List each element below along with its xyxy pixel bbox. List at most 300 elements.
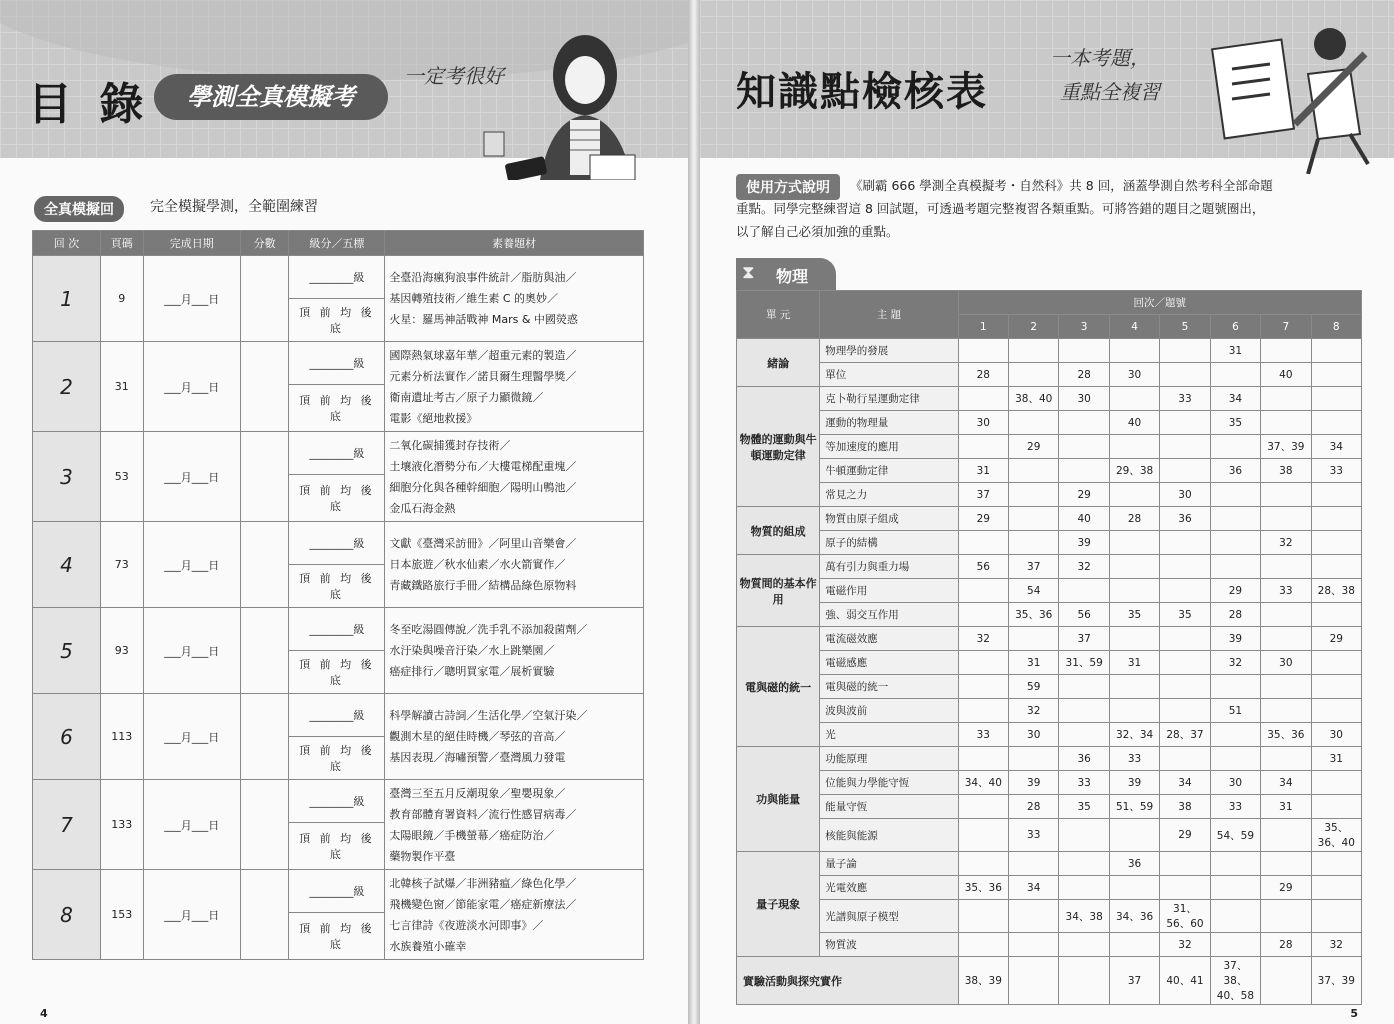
question-number-cell[interactable] (958, 852, 1008, 876)
topic-cell: 電磁感應 (820, 651, 958, 675)
question-number-cell[interactable] (1160, 435, 1210, 459)
question-number-cell[interactable]: 30 (1261, 651, 1311, 675)
question-number-cell[interactable]: 39 (1059, 531, 1109, 555)
question-number-cell[interactable] (1311, 651, 1361, 675)
question-number-cell[interactable] (958, 579, 1008, 603)
question-number-cell[interactable] (1009, 507, 1059, 531)
question-number-cell[interactable] (1210, 900, 1260, 933)
question-number-cell[interactable]: 28 (1109, 507, 1159, 531)
question-number-cell[interactable] (1261, 819, 1311, 852)
score-cell[interactable] (241, 522, 289, 608)
level-cell[interactable]: ________級 (289, 780, 385, 823)
five-standard-cell[interactable]: 頂 前 均 後 底 (289, 737, 385, 780)
question-number-cell[interactable] (1109, 531, 1159, 555)
level-cell[interactable]: ________級 (289, 870, 385, 913)
question-number-cell[interactable] (1210, 363, 1260, 387)
level-cell[interactable]: ________級 (289, 342, 385, 385)
question-number-cell[interactable]: 40 (1261, 363, 1311, 387)
question-number-cell[interactable] (1009, 933, 1059, 957)
kp-row (737, 363, 1362, 387)
question-number-cell[interactable]: 31 (1210, 339, 1260, 363)
level-cell[interactable]: ________級 (289, 522, 385, 565)
question-number-cell[interactable] (1311, 507, 1361, 531)
question-number-cell[interactable] (1109, 699, 1159, 723)
level-cell[interactable]: ________級 (289, 432, 385, 475)
topic-cell: 等加速度的應用 (820, 435, 958, 459)
question-number-cell[interactable] (1160, 627, 1210, 651)
question-number-cell[interactable] (1261, 957, 1311, 1005)
question-number-cell[interactable]: 34、36 (1109, 900, 1159, 933)
question-number-cell[interactable] (1059, 459, 1109, 483)
completion-date[interactable]: ___月___日 (143, 780, 240, 870)
question-number-cell[interactable]: 39 (1009, 771, 1059, 795)
question-number-cell[interactable] (1009, 531, 1059, 555)
completion-date[interactable]: ___月___日 (143, 256, 240, 342)
completion-date[interactable]: ___月___日 (143, 342, 240, 432)
unit-cell: 功與能量 (737, 747, 820, 852)
question-number-cell[interactable] (1059, 852, 1109, 876)
question-number-cell[interactable] (1210, 507, 1260, 531)
kp-row (737, 627, 1362, 651)
col-header: 完成日期 (143, 231, 240, 256)
question-number-cell[interactable]: 38 (1261, 459, 1311, 483)
question-number-cell[interactable] (1109, 675, 1159, 699)
question-number-cell[interactable] (958, 819, 1008, 852)
question-number-cell[interactable] (1109, 483, 1159, 507)
question-number-cell[interactable]: 51、59 (1109, 795, 1159, 819)
question-number-cell[interactable]: 33 (1009, 819, 1059, 852)
question-number-cell[interactable] (1009, 852, 1059, 876)
question-number-cell[interactable]: 37、38、40、58 (1210, 957, 1260, 1005)
question-number-cell[interactable]: 28 (958, 363, 1008, 387)
question-number-cell[interactable]: 37 (1109, 957, 1159, 1005)
question-number-cell[interactable] (1109, 627, 1159, 651)
question-number-cell[interactable]: 28 (1059, 363, 1109, 387)
section-description: 完全模擬學測，全範圍練習 (150, 199, 318, 215)
toc-table (32, 230, 644, 960)
question-number-cell[interactable] (1059, 933, 1109, 957)
toc-row (33, 608, 644, 651)
question-number-cell[interactable] (1210, 531, 1260, 555)
question-number-cell[interactable]: 32 (1009, 699, 1059, 723)
topic-line: 臺灣三至五月反潮現象／聖嬰現象／ (389, 786, 566, 800)
question-number-cell[interactable] (1311, 411, 1361, 435)
question-number-cell[interactable]: 35、36、40 (1311, 819, 1361, 852)
question-number-cell[interactable]: 34 (1160, 771, 1210, 795)
question-number-cell[interactable]: 40 (1059, 507, 1109, 531)
question-number-cell[interactable] (1261, 747, 1311, 771)
level-cell[interactable]: ________級 (289, 694, 385, 737)
question-number-cell[interactable] (1109, 435, 1159, 459)
question-number-cell[interactable] (1261, 555, 1311, 579)
question-number-cell[interactable]: 34 (1261, 771, 1311, 795)
five-standard-cell[interactable]: 頂 前 均 後 底 (289, 475, 385, 522)
score-cell[interactable] (241, 608, 289, 694)
question-number-cell[interactable] (1210, 723, 1260, 747)
kp-row (737, 435, 1362, 459)
question-number-cell[interactable]: 28、37 (1160, 723, 1210, 747)
question-number-cell[interactable]: 32、34 (1109, 723, 1159, 747)
question-number-cell[interactable] (1210, 483, 1260, 507)
completion-date[interactable]: ___月___日 (143, 522, 240, 608)
topic-cell (385, 256, 644, 342)
question-number-cell[interactable] (1059, 957, 1109, 1005)
question-number-cell[interactable] (1210, 852, 1260, 876)
question-number-cell[interactable] (958, 651, 1008, 675)
question-number-cell[interactable] (1311, 483, 1361, 507)
question-number-cell[interactable] (1160, 876, 1210, 900)
question-number-cell[interactable] (1059, 579, 1109, 603)
student-illustration (470, 20, 660, 180)
question-number-cell[interactable]: 30 (1059, 387, 1109, 411)
question-number-cell[interactable] (1311, 852, 1361, 876)
question-number-cell[interactable]: 32 (1311, 933, 1361, 957)
question-number-cell[interactable] (1261, 852, 1311, 876)
topic-line: 二氧化碳捕獲封存技術／ (389, 438, 511, 452)
question-number-cell[interactable] (1109, 579, 1159, 603)
question-number-cell[interactable]: 33 (1059, 771, 1109, 795)
kp-row (737, 771, 1362, 795)
question-number-cell[interactable]: 32 (1059, 555, 1109, 579)
round-col-header: 2 (1009, 315, 1059, 339)
question-number-cell[interactable] (1311, 771, 1361, 795)
question-number-cell[interactable]: 37、39 (1311, 957, 1361, 1005)
question-number-cell[interactable]: 51 (1210, 699, 1260, 723)
topic-line: 科學解讀古詩詞／生活化學／空氣汙染／ (389, 709, 588, 722)
kp-row (737, 411, 1362, 435)
rounds-header: 回次／題號 (958, 291, 1361, 315)
level-cell[interactable]: ________級 (289, 608, 385, 651)
question-number-cell[interactable] (1261, 411, 1311, 435)
topic-line: 水汙染與噪音汙染／水上跳樂園／ (389, 644, 555, 657)
question-number-cell[interactable] (1160, 363, 1210, 387)
question-number-cell[interactable]: 59 (1009, 675, 1059, 699)
question-number-cell[interactable] (1009, 957, 1059, 1005)
question-number-cell[interactable] (1109, 876, 1159, 900)
topic-line: 飛機變色窗／節能家電／癌症新療法／ (389, 897, 577, 911)
question-number-cell[interactable]: 35、36 (1261, 723, 1311, 747)
kp-row-experiment (737, 957, 1362, 1005)
question-number-cell[interactable]: 31、59 (1059, 651, 1109, 675)
question-number-cell[interactable]: 38 (1160, 795, 1210, 819)
question-number-cell[interactable]: 29 (1311, 627, 1361, 651)
question-number-cell[interactable] (1311, 876, 1361, 900)
page-cell: 73 (100, 522, 143, 608)
knowledge-point-table (736, 290, 1362, 1005)
five-standard-cell[interactable]: 頂 前 均 後 底 (289, 651, 385, 694)
completion-date[interactable]: ___月___日 (143, 870, 240, 960)
col-header: 回 次 (33, 231, 101, 256)
question-number-cell[interactable]: 36 (1109, 852, 1159, 876)
score-cell[interactable] (241, 870, 289, 960)
question-number-cell[interactable]: 33 (1210, 795, 1260, 819)
question-number-cell[interactable]: 28、38 (1311, 579, 1361, 603)
question-number-cell[interactable] (1311, 603, 1361, 627)
question-number-cell[interactable]: 31 (1311, 747, 1361, 771)
question-number-cell[interactable]: 33 (958, 723, 1008, 747)
question-number-cell[interactable] (1059, 675, 1109, 699)
question-number-cell[interactable]: 37 (1009, 555, 1059, 579)
question-number-cell[interactable] (1261, 699, 1311, 723)
question-number-cell[interactable] (1009, 411, 1059, 435)
question-number-cell[interactable] (1261, 339, 1311, 363)
question-number-cell[interactable] (1009, 747, 1059, 771)
score-cell[interactable] (241, 342, 289, 432)
question-number-cell[interactable]: 32 (1160, 933, 1210, 957)
question-number-cell[interactable] (1059, 723, 1109, 747)
question-number-cell[interactable] (1059, 699, 1109, 723)
question-number-cell[interactable] (1160, 699, 1210, 723)
toc-row (33, 870, 644, 913)
question-number-cell[interactable]: 28 (1261, 933, 1311, 957)
question-number-cell[interactable] (1109, 555, 1159, 579)
question-number-cell[interactable] (958, 531, 1008, 555)
question-number-cell[interactable]: 34 (1210, 387, 1260, 411)
question-number-cell[interactable] (1059, 411, 1109, 435)
question-number-cell[interactable] (1261, 483, 1311, 507)
question-number-cell[interactable]: 36 (1059, 747, 1109, 771)
page-number: 4 (40, 1007, 48, 1020)
kp-row (737, 747, 1362, 771)
question-number-cell[interactable]: 34 (1311, 435, 1361, 459)
topic-cell: 能量守恆 (820, 795, 958, 819)
kp-row (737, 651, 1362, 675)
question-number-cell[interactable]: 54、59 (1210, 819, 1260, 852)
question-number-cell[interactable] (958, 699, 1008, 723)
question-number-cell[interactable] (1160, 555, 1210, 579)
question-number-cell[interactable] (1210, 933, 1260, 957)
five-standard-cell[interactable]: 頂 前 均 後 底 (289, 299, 385, 342)
topic-cell: 光電效應 (820, 876, 958, 900)
question-number-cell[interactable]: 32 (1210, 651, 1260, 675)
topic-cell (385, 432, 644, 522)
score-cell[interactable] (241, 780, 289, 870)
question-number-cell[interactable]: 39 (1109, 771, 1159, 795)
topic-cell: 核能與能源 (820, 819, 958, 852)
kp-row (737, 900, 1362, 933)
question-number-cell[interactable] (1160, 852, 1210, 876)
question-number-cell[interactable] (1311, 675, 1361, 699)
question-number-cell[interactable]: 30 (1210, 771, 1260, 795)
round-number: 1 (33, 256, 101, 342)
question-number-cell[interactable]: 32 (958, 627, 1008, 651)
completion-date[interactable]: ___月___日 (143, 432, 240, 522)
question-number-cell[interactable]: 30 (1311, 723, 1361, 747)
question-number-cell[interactable] (1160, 531, 1210, 555)
score-cell[interactable] (241, 694, 289, 780)
question-number-cell[interactable]: 31、56、60 (1160, 900, 1210, 933)
question-number-cell[interactable] (1059, 819, 1109, 852)
question-number-cell[interactable] (958, 795, 1008, 819)
question-number-cell[interactable]: 35 (1160, 603, 1210, 627)
question-number-cell[interactable]: 28 (1210, 603, 1260, 627)
question-number-cell[interactable] (958, 747, 1008, 771)
question-number-cell[interactable] (1311, 531, 1361, 555)
question-number-cell[interactable]: 31 (1109, 651, 1159, 675)
question-number-cell[interactable]: 29 (1210, 579, 1260, 603)
question-number-cell[interactable] (1009, 339, 1059, 363)
question-number-cell[interactable]: 40、41 (1160, 957, 1210, 1005)
question-number-cell[interactable] (958, 339, 1008, 363)
topic-cell: 波與波前 (820, 699, 958, 723)
question-number-cell[interactable] (1311, 900, 1361, 933)
question-number-cell[interactable]: 30 (1160, 483, 1210, 507)
question-number-cell[interactable] (1059, 876, 1109, 900)
question-number-cell[interactable]: 36 (1160, 507, 1210, 531)
score-cell[interactable] (241, 256, 289, 342)
question-number-cell[interactable]: 28 (1009, 795, 1059, 819)
question-number-cell[interactable] (1311, 795, 1361, 819)
unit-cell: 量子現象 (737, 852, 820, 957)
question-number-cell[interactable] (958, 435, 1008, 459)
question-number-cell[interactable]: 37 (958, 483, 1008, 507)
question-number-cell[interactable]: 31 (958, 459, 1008, 483)
question-number-cell[interactable]: 31 (1261, 795, 1311, 819)
right-page (700, 0, 1394, 1024)
question-number-cell[interactable] (1059, 339, 1109, 363)
question-number-cell[interactable]: 40 (1109, 411, 1159, 435)
question-number-cell[interactable]: 33 (1311, 459, 1361, 483)
question-number-cell[interactable] (1109, 339, 1159, 363)
kp-row (737, 603, 1362, 627)
question-number-cell[interactable]: 35 (1059, 795, 1109, 819)
question-number-cell[interactable] (1160, 747, 1210, 771)
question-number-cell[interactable] (1210, 747, 1260, 771)
question-number-cell[interactable]: 38、40 (1009, 387, 1059, 411)
question-number-cell[interactable] (958, 675, 1008, 699)
experiment-unit-cell: 實驗活動與探究實作 (737, 957, 959, 1005)
level-cell[interactable]: ________級 (289, 256, 385, 299)
question-number-cell[interactable]: 33 (1160, 387, 1210, 411)
question-number-cell[interactable] (1009, 363, 1059, 387)
question-number-cell[interactable] (1160, 675, 1210, 699)
question-number-cell[interactable] (1311, 699, 1361, 723)
question-number-cell[interactable] (1311, 363, 1361, 387)
question-number-cell[interactable] (1311, 555, 1361, 579)
question-number-cell[interactable]: 29、38 (1109, 459, 1159, 483)
topic-line: 細胞分化與各種幹細胞／陽明山鴨池／ (389, 480, 577, 494)
question-number-cell[interactable]: 30 (1109, 363, 1159, 387)
question-number-cell[interactable] (1261, 603, 1311, 627)
question-number-cell[interactable]: 29 (1160, 819, 1210, 852)
question-number-cell[interactable]: 37 (1059, 627, 1109, 651)
question-number-cell[interactable] (1210, 555, 1260, 579)
usage-tag: 使用方式說明 (736, 174, 840, 200)
question-number-cell[interactable]: 35 (1109, 603, 1159, 627)
question-number-cell[interactable]: 36 (1210, 459, 1260, 483)
question-number-cell[interactable]: 31 (1009, 651, 1059, 675)
question-number-cell[interactable]: 35、36 (1009, 603, 1059, 627)
question-number-cell[interactable]: 33 (1109, 747, 1159, 771)
question-number-cell[interactable] (1210, 675, 1260, 699)
usage-line-1: 《刷霸 666 學測全真模擬考・自然科》共 8 回，涵蓋學測自然考科全部命題 (850, 178, 1273, 193)
question-number-cell[interactable] (1160, 579, 1210, 603)
question-number-cell[interactable] (1009, 627, 1059, 651)
five-standard-cell[interactable]: 頂 前 均 後 底 (289, 565, 385, 608)
question-number-cell[interactable]: 35 (1210, 411, 1260, 435)
question-number-cell[interactable] (958, 900, 1008, 933)
question-number-cell[interactable] (1311, 387, 1361, 411)
topic-cell: 功能原理 (820, 747, 958, 771)
question-number-cell[interactable]: 34、40 (958, 771, 1008, 795)
question-number-cell[interactable]: 34 (1009, 876, 1059, 900)
question-number-cell[interactable]: 29 (958, 507, 1008, 531)
question-number-cell[interactable]: 29 (1009, 435, 1059, 459)
question-number-cell[interactable] (1009, 483, 1059, 507)
completion-date[interactable]: ___月___日 (143, 608, 240, 694)
question-number-cell[interactable] (1009, 900, 1059, 933)
question-number-cell[interactable] (1059, 435, 1109, 459)
topic-cell (385, 870, 644, 960)
question-number-cell[interactable]: 56 (958, 555, 1008, 579)
five-standard-cell[interactable]: 頂 前 均 後 底 (289, 913, 385, 960)
question-number-cell[interactable]: 56 (1059, 603, 1109, 627)
question-number-cell[interactable] (1009, 459, 1059, 483)
question-number-cell[interactable] (1261, 900, 1311, 933)
question-number-cell[interactable]: 34、38 (1059, 900, 1109, 933)
question-number-cell[interactable]: 32 (1261, 531, 1311, 555)
question-number-cell[interactable]: 30 (958, 411, 1008, 435)
question-number-cell[interactable] (1160, 459, 1210, 483)
five-standard-cell[interactable]: 頂 前 均 後 底 (289, 823, 385, 870)
question-number-cell[interactable]: 37、39 (1261, 435, 1311, 459)
kp-row (737, 387, 1362, 411)
question-number-cell[interactable] (1160, 411, 1210, 435)
question-number-cell[interactable]: 29 (1261, 876, 1311, 900)
question-number-cell[interactable] (958, 933, 1008, 957)
round-number: 4 (33, 522, 101, 608)
question-number-cell[interactable]: 39 (1210, 627, 1260, 651)
toc-title: 目 錄 (28, 79, 150, 130)
question-number-cell[interactable] (1160, 651, 1210, 675)
topic-line: 觀測木星的絕佳時機／琴弦的音高／ (389, 730, 566, 743)
topic-cell: 物理學的發展 (820, 339, 958, 363)
kp-row (737, 675, 1362, 699)
page-cell: 153 (100, 870, 143, 960)
question-number-cell[interactable]: 30 (1009, 723, 1059, 747)
question-number-cell[interactable] (1160, 339, 1210, 363)
completion-date[interactable]: ___月___日 (143, 694, 240, 780)
score-cell[interactable] (241, 432, 289, 522)
topic-cell: 單位 (820, 363, 958, 387)
question-number-cell[interactable] (958, 387, 1008, 411)
question-number-cell[interactable] (1109, 387, 1159, 411)
five-standard-cell[interactable]: 頂 前 均 後 底 (289, 385, 385, 432)
question-number-cell[interactable] (1261, 675, 1311, 699)
question-number-cell[interactable] (1261, 507, 1311, 531)
topic-line: 冬至吃湯圓傳說／洗手乳不添加殺菌劑／ (389, 623, 588, 636)
question-number-cell[interactable] (1311, 339, 1361, 363)
question-number-cell[interactable]: 29 (1059, 483, 1109, 507)
question-number-cell[interactable] (1261, 627, 1311, 651)
round-number: 6 (33, 694, 101, 780)
topic-line: 全臺沿海瘋狗浪事件統計／脂肪與油／ (389, 271, 577, 284)
question-number-cell[interactable] (1210, 435, 1260, 459)
question-number-cell[interactable] (1109, 819, 1159, 852)
question-number-cell[interactable]: 35、36 (958, 876, 1008, 900)
question-number-cell[interactable] (1261, 387, 1311, 411)
kp-row (737, 852, 1362, 876)
topic-line: 太陽眼鏡／手機螢幕／癌症防治／ (389, 828, 555, 842)
question-number-cell[interactable]: 54 (1009, 579, 1059, 603)
topic-cell: 量子論 (820, 852, 958, 876)
question-number-cell[interactable]: 33 (1261, 579, 1311, 603)
page-cell: 9 (100, 256, 143, 342)
question-number-cell[interactable] (1109, 933, 1159, 957)
question-number-cell[interactable] (958, 603, 1008, 627)
question-number-cell[interactable] (1210, 876, 1260, 900)
question-number-cell[interactable]: 38、39 (958, 957, 1008, 1005)
